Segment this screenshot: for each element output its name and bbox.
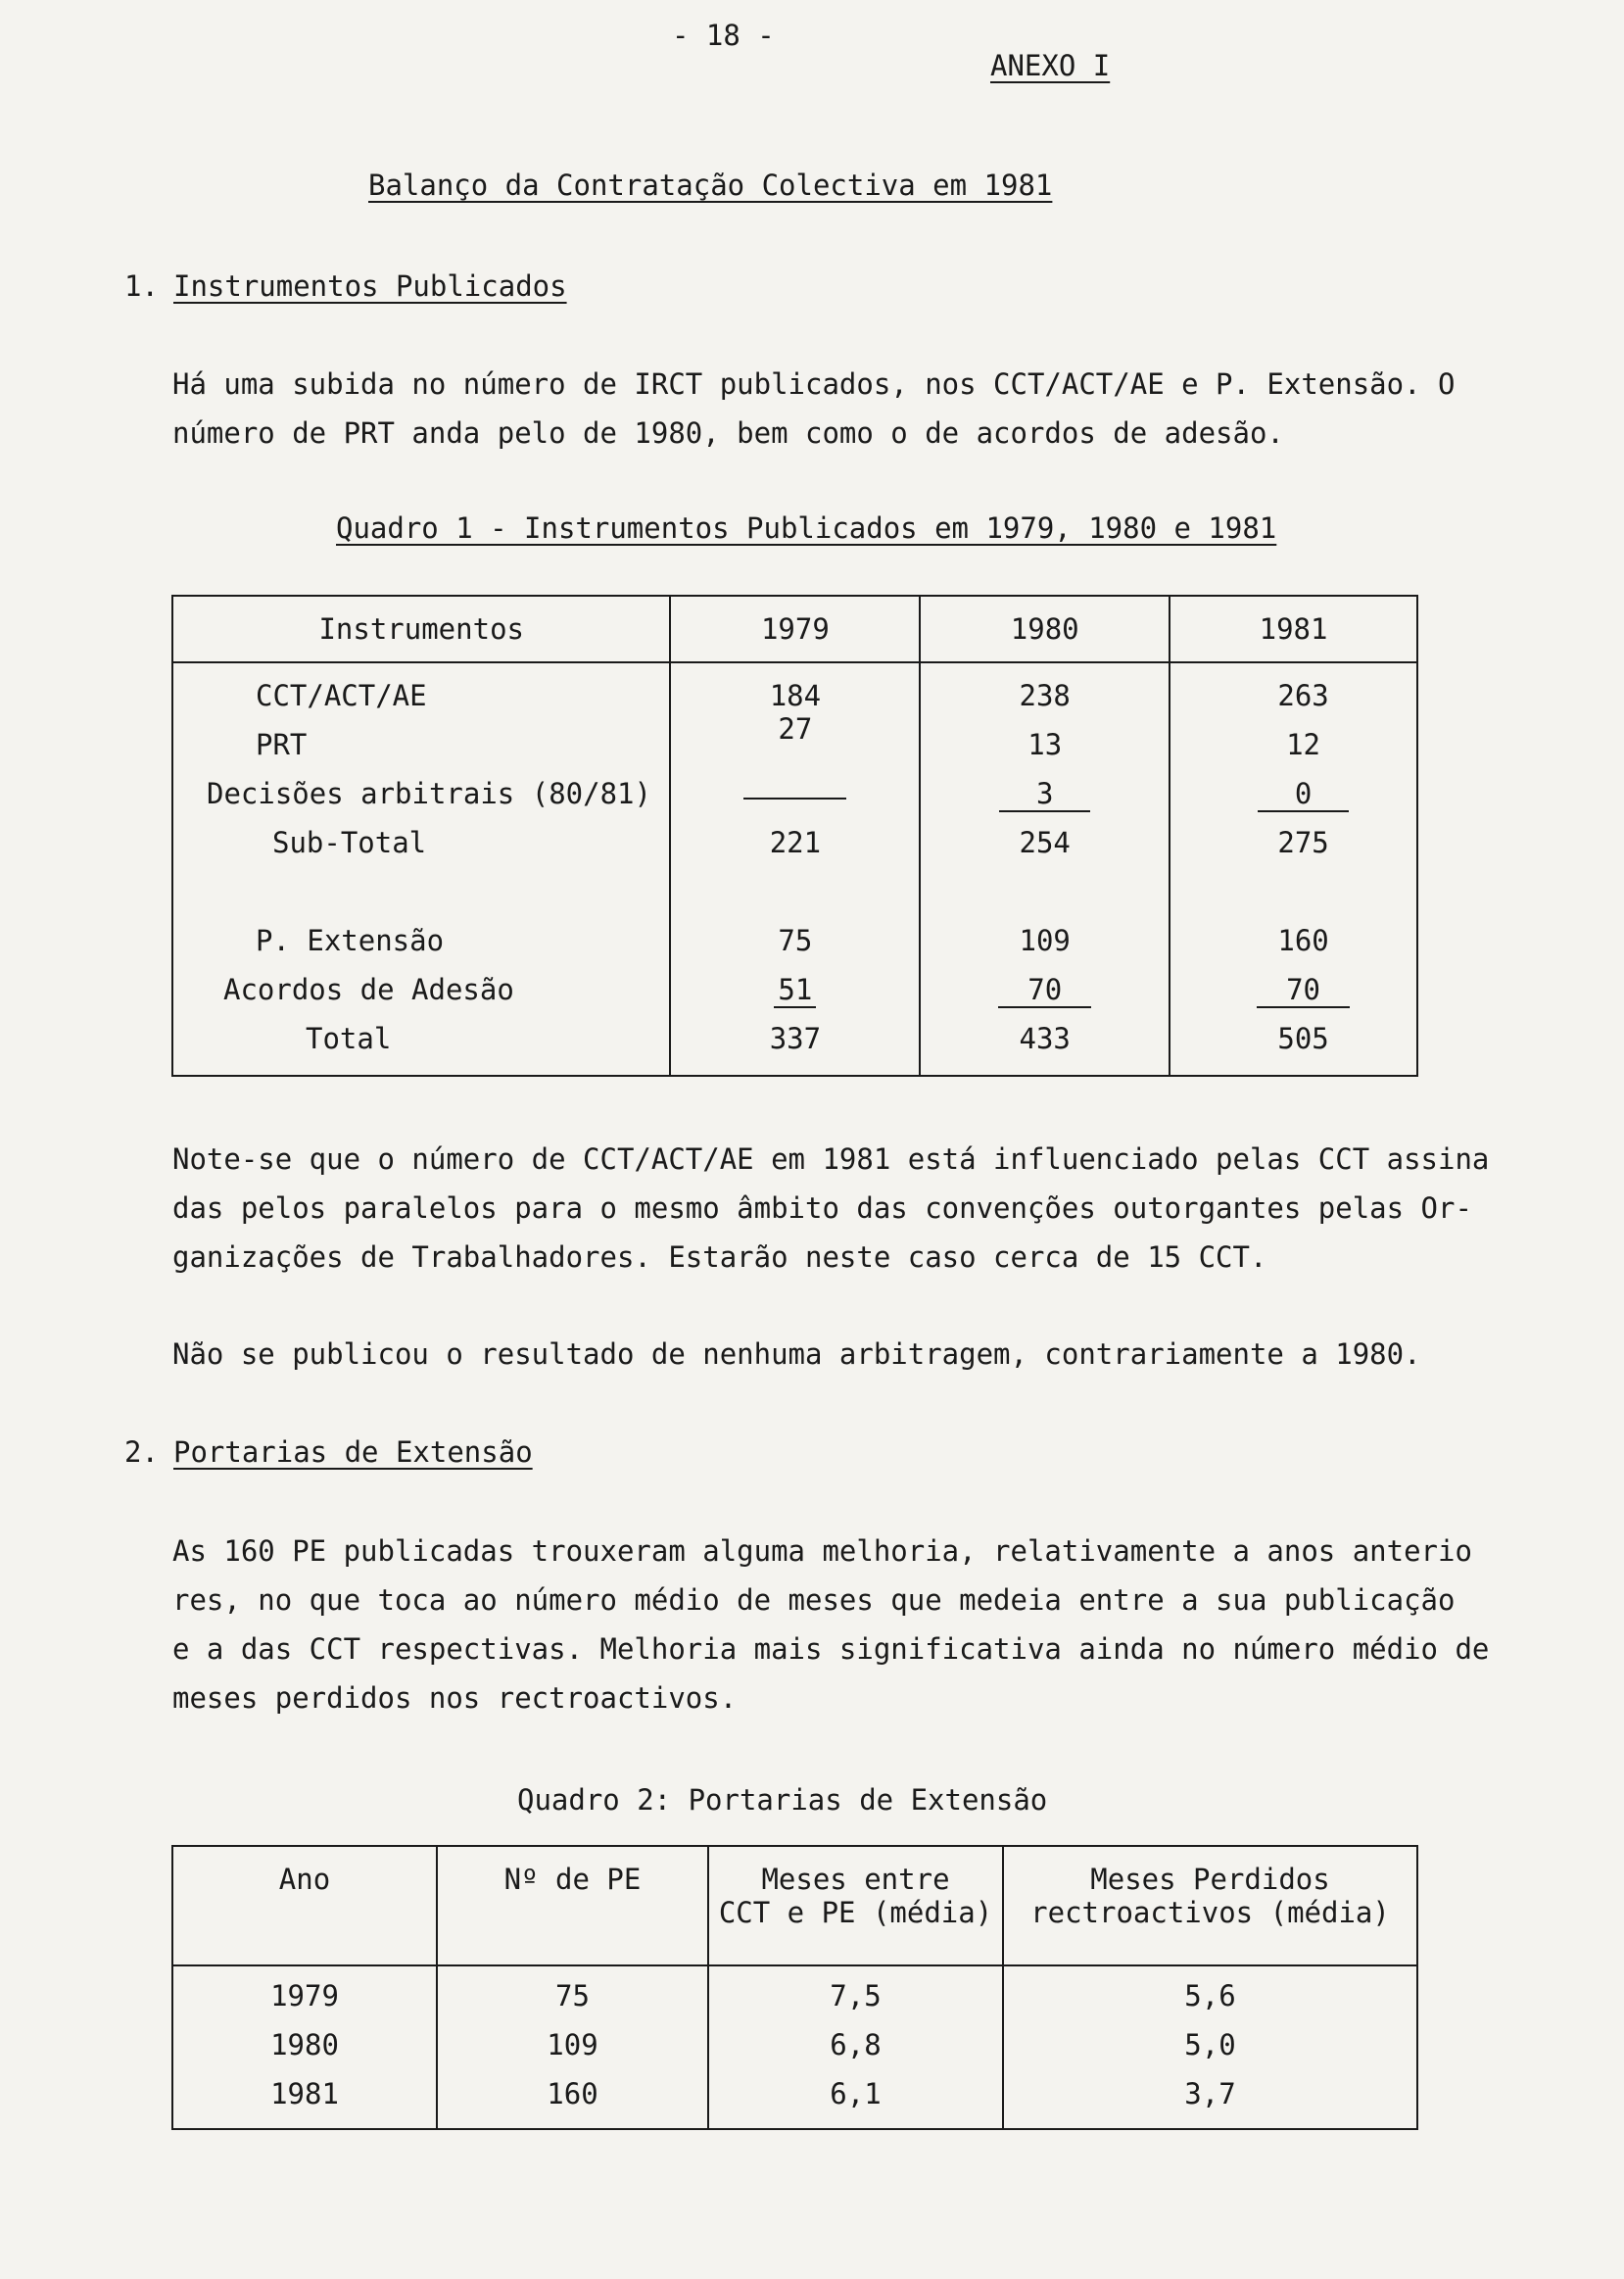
paragraph-line: e a das CCT respectivas. Melhoria mais significativa ainda no número médio de — [172, 1632, 1490, 1666]
cell-value: 221 — [769, 826, 822, 859]
cell-value: 1979 — [270, 1979, 339, 2012]
cell-value: 13 — [1027, 728, 1063, 761]
cell-value: 3 — [999, 777, 1090, 812]
table2-caption: Quadro 2: Portarias de Extensão — [517, 1783, 1048, 1817]
paragraph-line: ganizações de Trabalhadores. Estarão neste caso cerca de 15 CCT. — [172, 1240, 1267, 1274]
section1-number: 1. — [124, 269, 159, 303]
annex-label: ANEXO I — [990, 49, 1111, 82]
cell-value: 3,7 — [1184, 2077, 1236, 2110]
section2-paragraph — [172, 1527, 1490, 1722]
arbitration-paragraph — [172, 1330, 1446, 1379]
table1-caption: Quadro 1 - Instrumentos Publicados em 1979, 1980 e 1981 — [336, 511, 1277, 545]
row-label: Total — [306, 1022, 392, 1055]
row-label: Sub-Total — [272, 826, 427, 859]
column-1980 — [920, 662, 1170, 1076]
row-label: P. Extensão — [256, 924, 445, 957]
header-line: Meses entre — [761, 1863, 950, 1896]
column-1979 — [670, 662, 920, 1076]
cell-value: 12 — [1286, 728, 1321, 761]
cell-value: 160 — [547, 2077, 598, 2110]
header-1981: 1981 — [1170, 596, 1417, 662]
column-ano — [172, 1965, 437, 2129]
page-number: - 18 - — [672, 19, 775, 52]
cell-value: 109 — [547, 2028, 598, 2061]
header-1979: 1979 — [670, 596, 920, 662]
cell-value: 254 — [1019, 826, 1071, 859]
paragraph-line: Note-se que o número de CCT/ACT/AE em 1981 está influenciado pelas CCT assina — [172, 1142, 1490, 1176]
table-portarias — [171, 1845, 1418, 2130]
cell-value: 337 — [769, 1022, 822, 1055]
cell-value: 160 — [1277, 924, 1329, 957]
header-ano: Ano — [172, 1846, 437, 1965]
header-meses-entre — [708, 1846, 1003, 1965]
document-title: Balanço da Contratação Colectiva em 1981 — [368, 169, 1053, 202]
row-label: CCT/ACT/AE — [256, 679, 427, 712]
section1-paragraph — [172, 360, 1456, 458]
cell-value: 7,5 — [830, 1979, 882, 2012]
table-header-row — [172, 596, 1417, 662]
paragraph-line: res, no que toca ao número médio de meses que medeia entre a sua publicação — [172, 1583, 1456, 1617]
paragraph-line: das pelos paralelos para o mesmo âmbito das convenções outorgantes pelas Or- — [172, 1191, 1472, 1225]
section1-heading: Instrumentos Publicados — [173, 269, 567, 303]
cell-value: 1980 — [270, 2028, 339, 2061]
header-line: Meses Perdidos — [1090, 1863, 1330, 1896]
paragraph-line: Não se publicou o resultado de nenhuma arbitragem, contrariamente a 1980. — [172, 1337, 1421, 1371]
cell-value: 238 — [1019, 679, 1071, 712]
cell-value: 75 — [778, 924, 813, 957]
cell-value: 184 — [769, 679, 822, 712]
row-label: PRT — [256, 728, 308, 761]
cell-value: 70 — [998, 973, 1091, 1008]
cell-value: 6,8 — [830, 2028, 882, 2061]
cell-value: 433 — [1019, 1022, 1071, 1055]
section2-number: 2. — [124, 1435, 159, 1469]
table-instrumentos — [171, 595, 1418, 1077]
table-header-row — [172, 1846, 1417, 1965]
header-meses-perdidos — [1003, 1846, 1417, 1965]
column-meses-perdidos — [1003, 1965, 1417, 2129]
header-n-pe: Nº de PE — [437, 1846, 708, 1965]
header-instrumentos: Instrumentos — [172, 596, 670, 662]
cell-value: 109 — [1019, 924, 1071, 957]
table-body-row — [172, 1965, 1417, 2129]
cell-value: 27 — [778, 712, 813, 746]
column-meses-entre — [708, 1965, 1003, 2129]
cell-value: 0 — [1258, 777, 1349, 812]
cell-value: 6,1 — [830, 2077, 882, 2110]
cell-value: 263 — [1277, 679, 1329, 712]
row-label: Acordos de Adesão — [223, 973, 514, 1006]
column-n-pe — [437, 1965, 708, 2129]
paragraph-line: As 160 PE publicadas trouxeram alguma melhoria, relativamente a anos anterio — [172, 1534, 1472, 1568]
paragraph-line: número de PRT anda pelo de 1980, bem como o de acordos de adesão. — [172, 416, 1284, 450]
cell-value: 1981 — [270, 2077, 339, 2110]
header-1980: 1980 — [920, 596, 1170, 662]
cell-value: 70 — [1257, 973, 1350, 1008]
note-paragraph — [172, 1135, 1490, 1282]
cell-value: 275 — [1277, 826, 1329, 859]
section2-heading: Portarias de Extensão — [173, 1435, 533, 1469]
paragraph-line: meses perdidos nos rectroactivos. — [172, 1681, 738, 1715]
cell-value: 5,6 — [1184, 1979, 1236, 2012]
cell-value: 75 — [555, 1979, 590, 2012]
header-line: rectroactivos (média) — [1030, 1896, 1390, 1929]
table-body-row — [172, 662, 1417, 1076]
cell-value: 51 — [774, 973, 816, 1008]
column-instrumentos — [172, 662, 670, 1076]
paragraph-line: Há uma subida no número de IRCT publicados, nos CCT/ACT/AE e P. Extensão. O — [172, 367, 1456, 401]
cell-value: 5,0 — [1184, 2028, 1236, 2061]
column-1981 — [1170, 662, 1417, 1076]
cell-value: 505 — [1277, 1022, 1329, 1055]
row-label: Decisões arbitrais (80/81) — [207, 777, 651, 810]
header-line: CCT e PE (média) — [718, 1896, 993, 1929]
subtotal-rule — [671, 779, 919, 812]
